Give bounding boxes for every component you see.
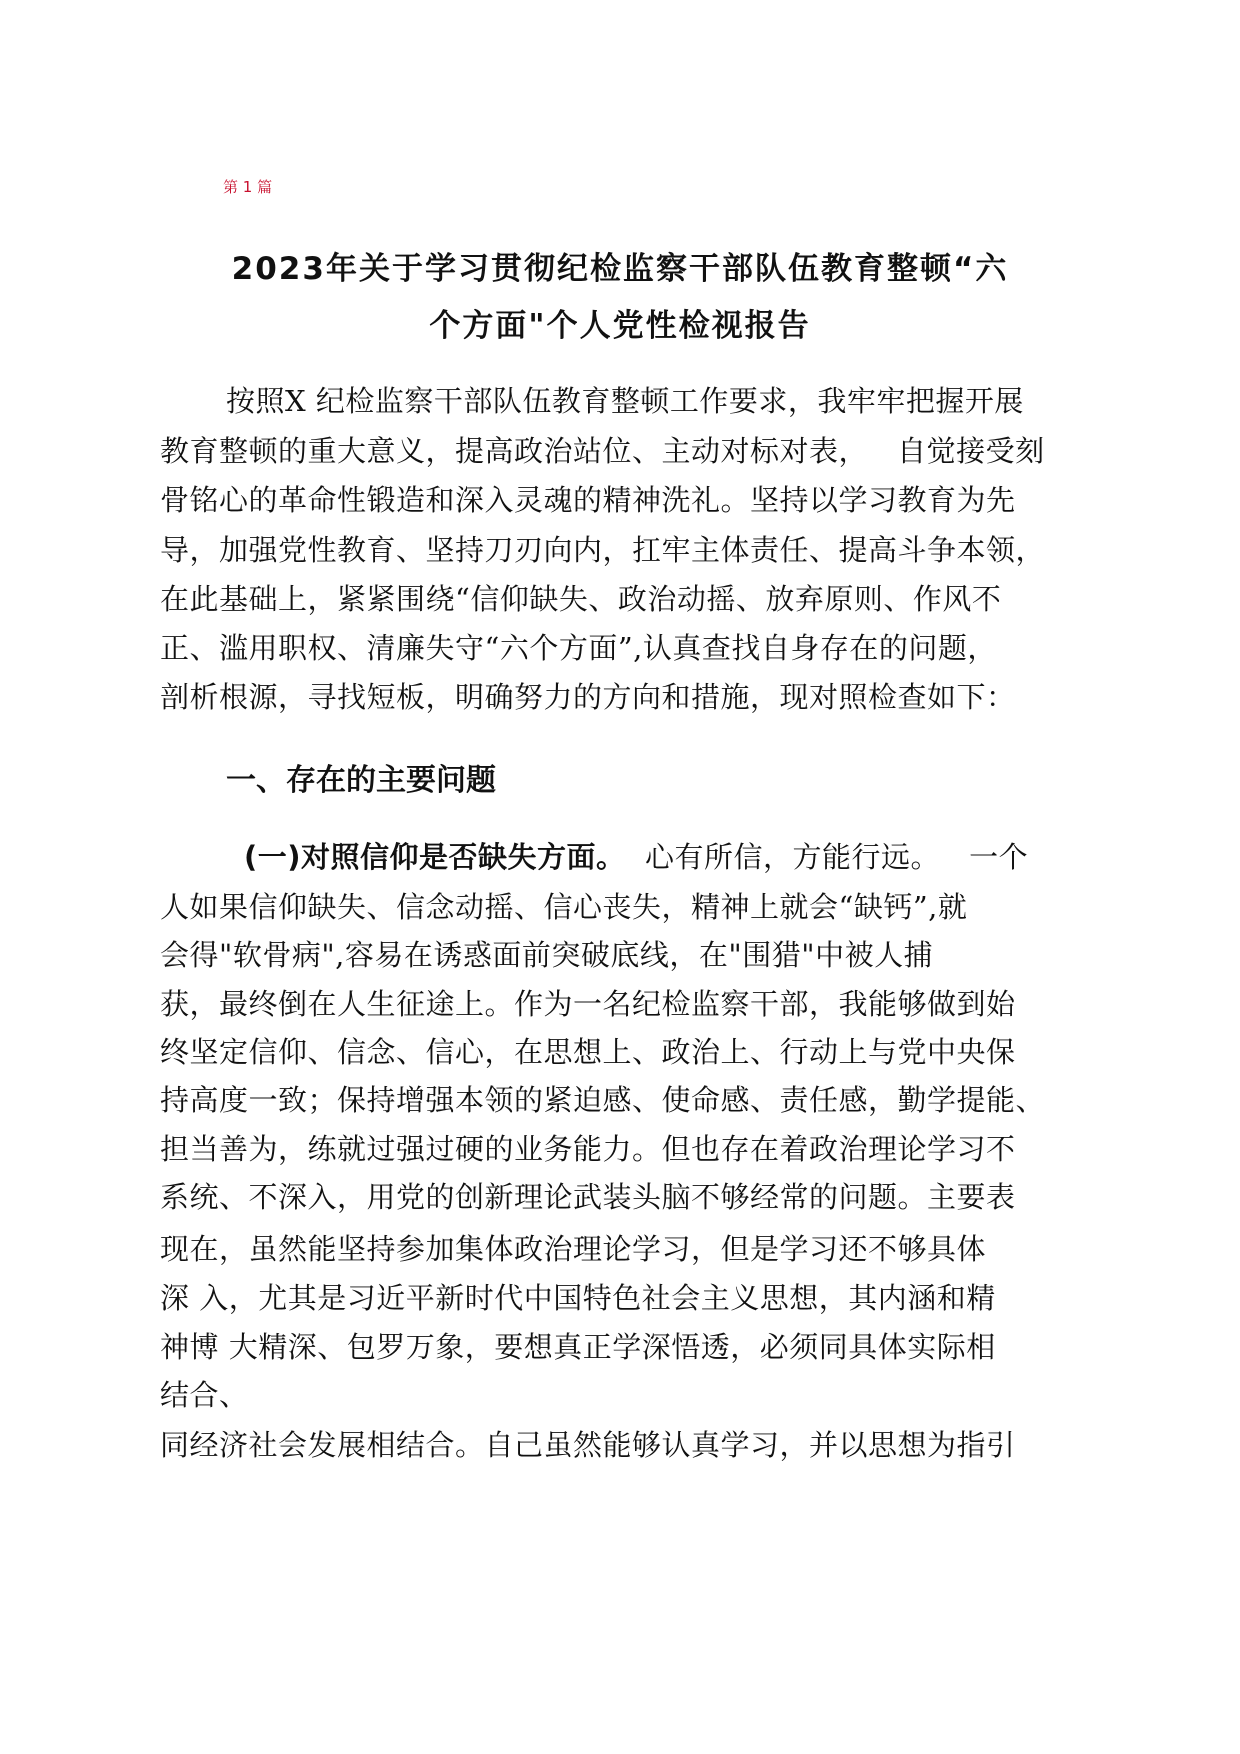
paragraph-line: 神博 大精深、包罗万象，要想真正学深悟透，必须同具体实际相 [160,1330,996,1364]
paragraph-line: 深 入，尤其是习近平新时代中国特色社会主义思想，其内涵和精 [160,1281,996,1315]
document-title-line-2: 个方面"个人党性检视报告 [429,308,811,344]
paragraph-line: 担当善为，练就过强过硬的业务能力。但也存在着政治理论学习不 [160,1132,1016,1166]
subsection-first-line [244,840,1029,874]
paragraph-line: 剖析根源，寻找短板，明确努力的方向和措施，现对照检查如下： [160,680,1016,714]
paragraph-line: 骨铭心的革命性锻造和深入灵魂的精神洗礼。坚持以学习教育为先 [160,483,1016,517]
paragraph-line: 同经济社会发展相结合。自己虽然能够认真学习，并以思想为指引 [160,1428,1016,1462]
paragraph-line: 导，加强党性教育、坚持刀刃向内，扛牢主体责任、提高斗争本领， [160,533,1046,567]
paragraph-line: 人如果信仰缺失、信念动摇、信心丧失，精神上就会“缺钙”,就 [160,890,968,924]
paragraph-line: 结合、 [160,1378,249,1412]
paragraph-line: 正、滥用职权、清廉失守“六个方面”,认真查找自身存在的问题， [160,631,997,665]
paragraph-line: 教育整顿的重大意义，提高政治站位、主动对标对表， 自觉接受刻 [160,434,1045,468]
paragraph-line: 心有所信，方能行远。 一个 [625,840,1029,874]
section-heading: 一、存在的主要问题 [226,763,496,798]
paragraph-line: 按照X 纪检监察干部队伍教育整顿工作要求，我牢牢把握开展 [226,384,1024,418]
paragraph-line: 获，最终倒在人生征途上。作为一名纪检监察干部，我能够做到始 [160,987,1016,1021]
page-number-label: 第 1 篇 [223,178,273,196]
paragraph-line: 系统、不深入，用党的创新理论武装头脑不够经常的问题。主要表 [160,1180,1016,1214]
paragraph-line: 持高度一致；保持增强本领的紧迫感、使命感、责任感，勤学提能、 [160,1083,1046,1117]
paragraph-line: 现在，虽然能坚持参加集体政治理论学习，但是学习还不够具体 [160,1232,987,1266]
document-title-line-1: 2023年关于学习贯彻纪检监察干部队伍教育整顿“六 [231,251,1009,287]
paragraph-line: 会得"软骨病",容易在诱惑面前突破底线，在"围猎"中被人捕 [160,938,934,972]
paragraph-line: 在此基础上，紧紧围绕“信仰缺失、政治动摇、放弃原则、作风不 [160,582,1002,616]
subsection-title: (一)对照信仰是否缺失方面。 [244,840,626,874]
paragraph-line: 终坚定信仰、信念、信心，在思想上、政治上、行动上与党中央保 [160,1035,1016,1069]
